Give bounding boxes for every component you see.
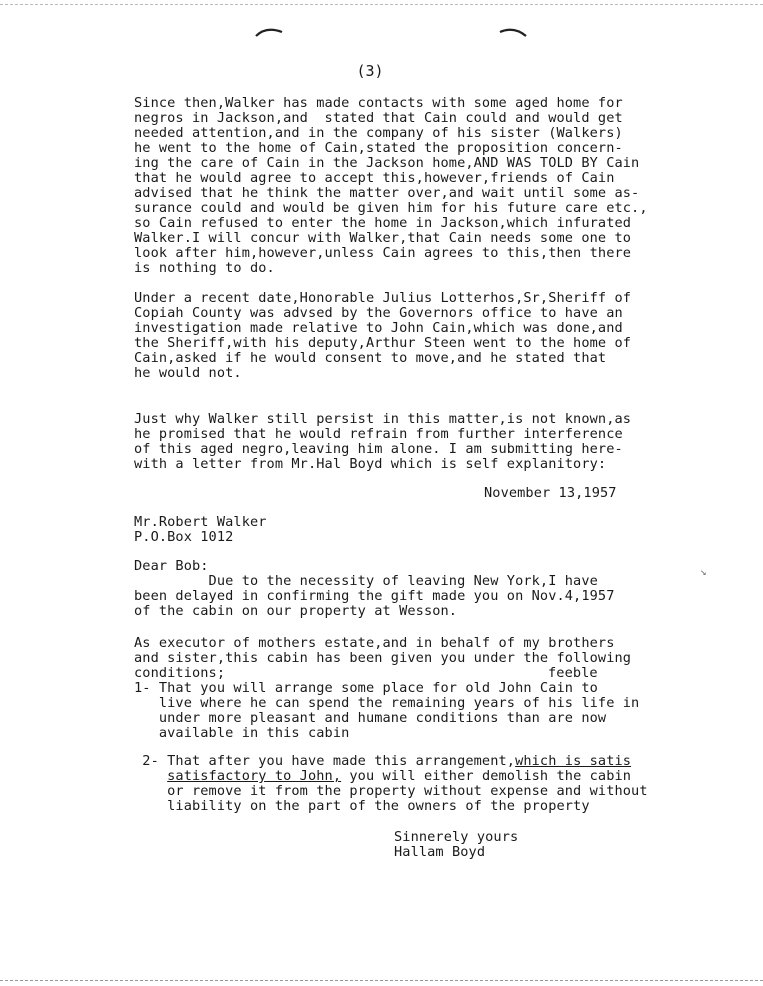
letter-date xyxy=(484,486,617,501)
text-line: he promised that he would refrain from further interference xyxy=(134,426,623,442)
salutation-text: Dear Bob: xyxy=(134,558,209,574)
text-line: live where he can spend the remaining years of his life in xyxy=(134,695,640,711)
text-line: he went to the home of Cain,stated the proposition concern- xyxy=(134,140,623,156)
handwritten-insert xyxy=(548,666,598,681)
text-line: liability on the part of the owners of the property xyxy=(134,798,590,814)
condition-2 xyxy=(134,754,648,814)
condition-2-line2-rest: you will either demolish the cabin xyxy=(341,768,632,784)
text-line: under more pleasant and humane conditions than are now xyxy=(134,710,607,726)
text-line: with a letter from Mr.Hal Boyd which is self explanitory: xyxy=(134,456,607,472)
text-line xyxy=(134,754,648,769)
text-line: Under a recent date,Honorable Julius Lotterhos,Sr,Sheriff of xyxy=(134,290,632,306)
text-line: that he would agree to accept this,however,friends of Cain xyxy=(134,170,615,186)
address-line: P.O.Box 1012 xyxy=(134,529,234,545)
text-line: ing the care of Cain in the Jackson home,AND WAS TOLD BY Cain xyxy=(134,155,640,171)
bottom-edge-dashes xyxy=(0,980,763,981)
top-edge-dashes xyxy=(0,4,763,5)
closing-text: Sinnerely yours xyxy=(394,829,519,845)
text-line: so Cain refused to enter the home in Jackson,which infurated xyxy=(134,215,632,231)
text-line: investigation made relative to John Cain,which was done,and xyxy=(134,320,623,336)
underlined-text: which is satis xyxy=(515,753,632,769)
text-line: of the cabin on our property at Wesson. xyxy=(134,603,458,619)
text-line: and sister,this cabin has been given you under the following xyxy=(134,650,632,666)
text-line: or remove it from the property without expense and without xyxy=(134,783,648,799)
condition-1 xyxy=(134,681,639,741)
margin-mark: ↘ xyxy=(700,565,707,578)
text-line: Just why Walker still persist in this matter,is not known,as xyxy=(134,411,632,427)
text-line: of this aged negro,leaving him alone. I am submitting here- xyxy=(134,441,623,457)
text-line: surance could and would be given him for his future care etc., xyxy=(134,200,648,216)
text-line: 1- That you will arrange some place for old John Cain to xyxy=(134,680,598,696)
text-line: Walker.I will concur with Walker,that Cain needs some one to xyxy=(134,230,632,246)
underlined-text: satisfactory to John, xyxy=(167,768,342,784)
text-line: negros in Jackson,and stated that Cain could and would get xyxy=(134,110,623,126)
text-line: As executor of mothers estate,and in behalf of my brothers xyxy=(134,635,615,651)
text-line: Since then,Walker has made contacts with some aged home for xyxy=(134,95,623,111)
letter-address xyxy=(134,515,267,545)
text-line: Copiah County was advsed by the Governors office to have an xyxy=(134,305,623,321)
text-line: needed attention,and in the company of his sister (Walkers) xyxy=(134,125,623,141)
condition-2-lead: 2- That after you have made this arrangement, xyxy=(134,753,516,769)
date-text: November 13,1957 xyxy=(484,485,617,501)
text-line: look after him,however,unless Cain agrees to this,then there xyxy=(134,245,632,261)
letter-salutation xyxy=(134,559,209,574)
punch-hole-right-icon xyxy=(498,24,528,40)
text-line: been delayed in confirming the gift made you on Nov.4,1957 xyxy=(134,588,615,604)
text-line: Due to the necessity of leaving New York,I have xyxy=(134,573,598,589)
letter-closing xyxy=(394,830,518,860)
text-line: the Sheriff,with his deputy,Arthur Steen went to the home of xyxy=(134,335,632,351)
signature-text: Hallam Boyd xyxy=(394,844,486,860)
paragraph-3 xyxy=(134,412,631,472)
letter-body-1 xyxy=(134,574,614,619)
paragraph-1 xyxy=(134,96,648,276)
text-line: Cain,asked if he would consent to move,and he stated that xyxy=(134,350,607,366)
punch-hole-left-icon xyxy=(254,24,284,40)
text-line: advised that he think the matter over,and wait until some as- xyxy=(134,185,640,201)
text-line: conditions; xyxy=(134,665,226,681)
insert-word: feeble xyxy=(548,665,598,681)
text-line xyxy=(134,769,648,784)
text-line: is nothing to do. xyxy=(134,260,275,276)
page-number: (3) xyxy=(356,62,384,80)
address-line: Mr.Robert Walker xyxy=(134,514,267,530)
text-line: available in this cabin xyxy=(134,725,350,741)
text-line: he would not. xyxy=(134,365,242,381)
paragraph-2 xyxy=(134,291,631,381)
